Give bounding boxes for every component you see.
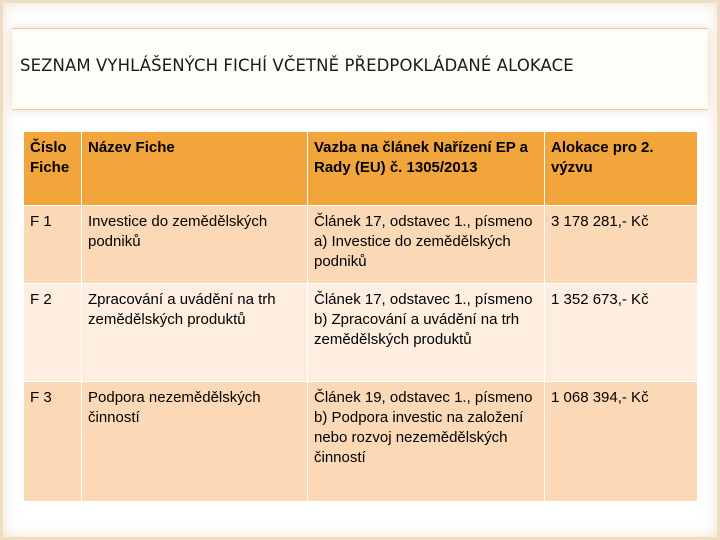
page-title: SEZNAM VYHLÁŠENÝCH FICHÍ VČETNĚ PŘEDPOKLÁDANÉ ALOKACE (20, 56, 574, 75)
cell-number: F 2 (24, 284, 82, 382)
cell-allocation: 3 178 281,- Kč (545, 206, 698, 284)
header-nazev-fiche: Název Fiche (82, 132, 308, 206)
cell-number: F 1 (24, 206, 82, 284)
cell-name: Podpora nezemědělských činností (82, 382, 308, 502)
cell-link: Článek 17, odstavec 1., písmeno a) Investice do zemědělských podniků (308, 206, 545, 284)
cell-number: F 3 (24, 382, 82, 502)
header-vazba: Vazba na článek Nařízení EP a Rady (EU) č. 1305/2013 (308, 132, 545, 206)
cell-allocation: 1 352 673,- Kč (545, 284, 698, 382)
header-cislo-fiche: Číslo Fiche (24, 132, 82, 206)
fiche-table (23, 131, 698, 502)
table-header-row (24, 132, 698, 206)
header-alokace: Alokace pro 2. výzvu (545, 132, 698, 206)
cell-link: Článek 17, odstavec 1., písmeno b) Zpracování a uvádění na trh zemědělských produktů (308, 284, 545, 382)
cell-name: Zpracování a uvádění na trh zemědělských produktů (82, 284, 308, 382)
cell-name: Investice do zemědělských podniků (82, 206, 308, 284)
cell-allocation: 1 068 394,- Kč (545, 382, 698, 502)
table-row (24, 206, 698, 284)
table-row (24, 382, 698, 502)
table-row (24, 284, 698, 382)
cell-link: Článek 19, odstavec 1., písmeno b) Podpora investic na založení nebo rozvoj nezemědělských činností (308, 382, 545, 502)
